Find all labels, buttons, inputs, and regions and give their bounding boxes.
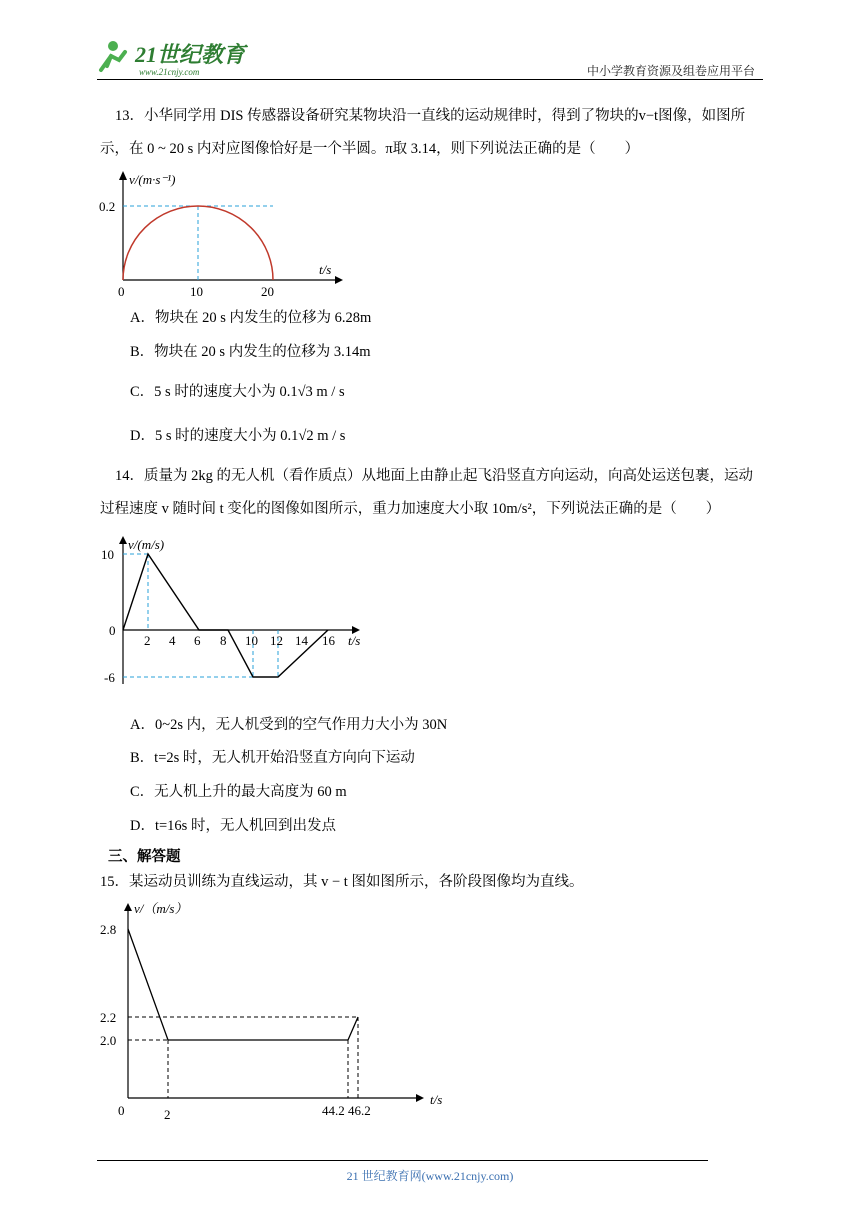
svg-text:v/(m/s): v/(m/s) [128, 537, 165, 552]
q13-y-arrow [119, 171, 127, 180]
q13-figure [99, 168, 355, 303]
header-divider [97, 79, 763, 80]
q14-figure [100, 532, 375, 690]
q15-graph [128, 929, 358, 1040]
svg-text:6: 6 [194, 633, 201, 648]
svg-text:2.0: 2.0 [100, 1033, 117, 1048]
q14-option-c: C．无人机上升的最大高度为 60 m [130, 784, 347, 800]
q13-option-b: B．物块在 20 s 内发生的位移为 3.14m [130, 344, 371, 360]
logo-url: www.21cnjy.com [139, 67, 200, 77]
q14-text-line2: 过程速度 v 随时间 t 变化的图像如图所示，重力加速度大小取 10m/s²，下列说法正确的是（ ） [100, 501, 721, 517]
q13-option-d: D．5 s 时的速度大小为 0.1√2 m / s [130, 428, 346, 444]
logo-text: 21世纪教育 [135, 42, 246, 67]
svg-text:46.2: 46.2 [348, 1103, 371, 1118]
q13-option-a: A．物块在 20 s 内发生的位移为 6.28m [130, 310, 372, 326]
q13-text-line1: 13．小华同学用 DIS 传感器设备研究某物块沿一直线的运动规律时，得到了物块的v−t图像，如图所 [115, 108, 746, 124]
svg-text:-6: -6 [104, 670, 115, 685]
q13-y-tick: 0.2 [99, 199, 116, 214]
q14-option-b: B．t=2s 时，无人机开始沿竖直方向向下运动 [130, 750, 415, 766]
svg-text:8: 8 [220, 633, 227, 648]
q13-x-tick-10: 10 [190, 284, 203, 299]
svg-text:12: 12 [270, 633, 283, 648]
q13-xlabel: t/s [319, 262, 332, 277]
q14-option-d: D．t=16s 时，无人机回到出发点 [130, 818, 336, 834]
svg-text:2.2: 2.2 [100, 1010, 117, 1025]
svg-text:2: 2 [144, 633, 151, 648]
q14-text-line1: 14．质量为 2kg 的无人机（看作质点）从地面上由静止起飞沿竖直方向运动，向高处运送包裹，运动 [115, 468, 753, 484]
svg-text:0: 0 [109, 623, 116, 638]
svg-text:10: 10 [245, 633, 258, 648]
svg-text:0: 0 [118, 1103, 125, 1118]
platform-title: 中小学教育资源及组卷应用平台 [586, 64, 755, 78]
q13-x-arrow [335, 276, 343, 284]
q15-figure [100, 895, 470, 1125]
svg-text:2: 2 [164, 1107, 171, 1122]
q13-x-tick-20: 20 [261, 284, 274, 299]
q15-text-line1: 15．某运动员训练为直线运动，其 v − t 图如图所示，各阶段图像均为直线。 [100, 874, 584, 890]
svg-text:2.8: 2.8 [100, 922, 117, 937]
q14-graph [123, 554, 328, 677]
svg-text:14: 14 [295, 633, 308, 648]
svg-text:16: 16 [322, 633, 335, 648]
footer-text: 21 世纪教育网(www.21cnjy.com) [346, 1169, 514, 1183]
q13-option-c: C．5 s 时的速度大小为 0.1√3 m / s [130, 384, 345, 400]
q14-option-a: A．0~2s 内，无人机受到的空气作用力大小为 30N [130, 717, 448, 733]
q13-ylabel: v/(m·s⁻¹) [129, 172, 176, 187]
svg-text:v/（m/s）: v/（m/s） [134, 901, 188, 916]
q13-x-tick-0: 0 [118, 284, 125, 299]
svg-text:t/s: t/s [348, 633, 361, 648]
svg-text:4: 4 [169, 633, 176, 648]
svg-text:10: 10 [101, 547, 114, 562]
svg-text:t/s: t/s [430, 1092, 443, 1107]
footer-divider [97, 1160, 708, 1161]
site-logo [95, 34, 260, 78]
section-title: 三、解答题 [108, 849, 181, 865]
svg-text:44.2: 44.2 [322, 1103, 345, 1118]
q13-text-line2: 示，在 0 ~ 20 s 内对应图像恰好是一个半圆。π取 3.14，则下列说法正确的是（ ） [100, 141, 640, 157]
